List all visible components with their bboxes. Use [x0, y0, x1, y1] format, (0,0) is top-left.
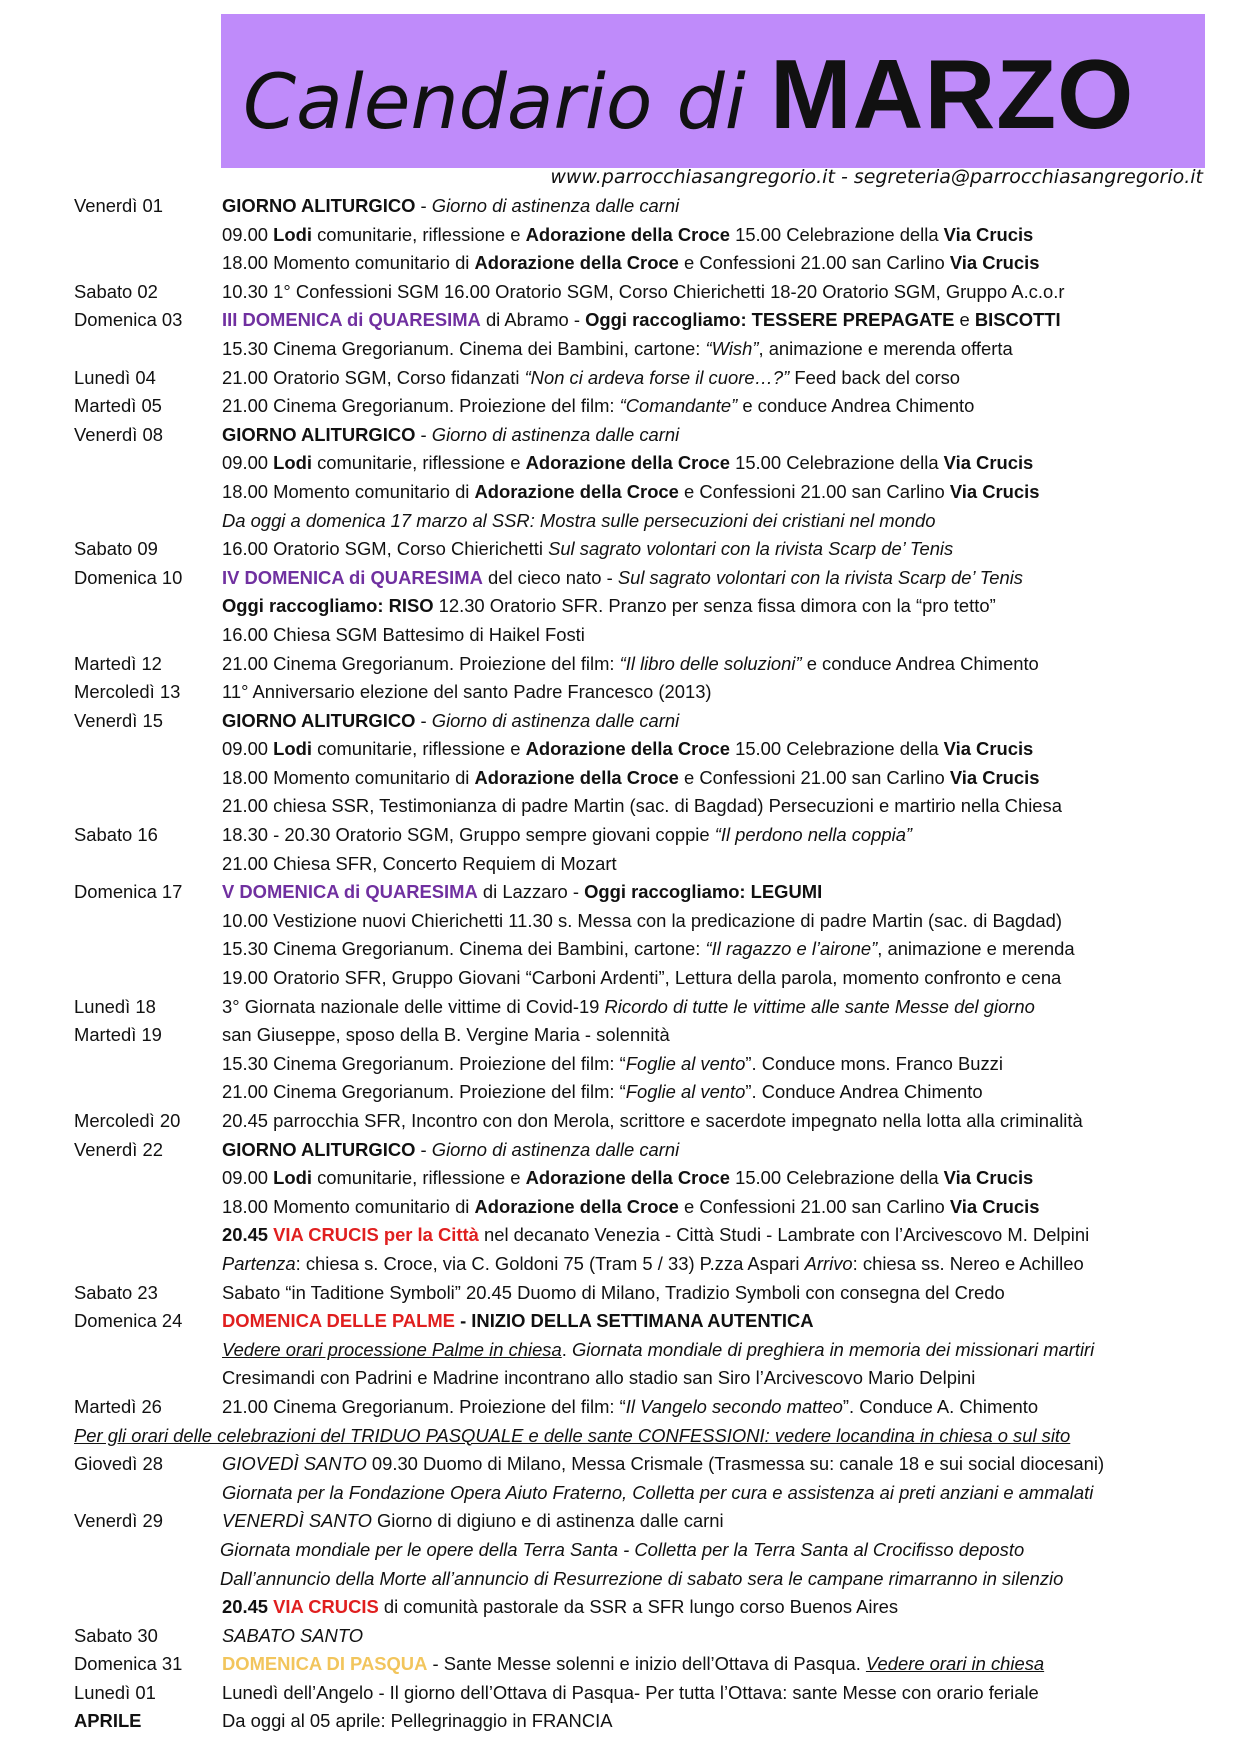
- text-segment: -: [415, 709, 432, 731]
- text-segment: Giornata mondiale per le opere della Terra Santa - Colletta per la Terra Santa al Crocifisso deposto: [220, 1538, 1025, 1560]
- calendar-row: [72, 678, 1232, 707]
- calendar-row: [72, 1221, 1232, 1250]
- row-text: [220, 1565, 1063, 1594]
- text-segment: Lodi: [273, 1167, 312, 1189]
- row-text: [222, 935, 1075, 964]
- calendar-row: [72, 878, 1232, 907]
- row-text: [222, 907, 1062, 936]
- text-segment: Sul sagrato volontari con la rivista Scarp de’ Tenis: [617, 566, 1023, 588]
- row-day: Lunedì 01: [74, 1681, 156, 1703]
- text-segment: 15.00 Celebrazione della: [729, 452, 944, 474]
- row-text: [222, 392, 974, 421]
- row-text: [222, 278, 1064, 307]
- text-segment: Via Crucis: [949, 252, 1040, 274]
- row-text: [222, 735, 1033, 764]
- calendar-row: [72, 392, 1232, 421]
- calendar-row: [72, 1078, 1232, 1107]
- text-segment: Feed back del corso: [789, 366, 961, 388]
- text-segment: ”. Conduce Andrea Chimento: [745, 1081, 983, 1103]
- text-segment: GIORNO ALITURGICO: [222, 1138, 416, 1160]
- text-segment: 19.00 Oratorio SFR, Gruppo Giovani “Carboni Ardenti”, Lettura della parola, momento confronto e cena: [222, 967, 1062, 989]
- text-segment: Giorno di astinenza dalle carni: [431, 423, 680, 445]
- row-text: [220, 1536, 1024, 1565]
- text-segment: -: [415, 195, 432, 216]
- calendar-row: [72, 564, 1232, 593]
- row-text: [222, 249, 1039, 278]
- row-text: [222, 1450, 1104, 1479]
- text-segment: 09.30 Duomo di Milano, Messa Crismale (Trasmessa su: canale 18 e sui social diocesani): [366, 1453, 1105, 1475]
- text-segment: Via Crucis: [943, 223, 1034, 245]
- row-text: [222, 650, 1039, 679]
- text-segment: Adorazione della Croce: [474, 1195, 679, 1217]
- row-text: [222, 478, 1039, 507]
- text-segment: e Confessioni 21.00 san Carlino: [678, 1195, 950, 1217]
- calendar-row: [72, 1679, 1232, 1708]
- text-segment: e conduce Andrea Chimento: [801, 652, 1039, 674]
- triduo-note: Per gli orari delle celebrazioni del TRIDUO PASQUALE e delle sante CONFESSIONI: vedere locandina in chiesa o sul sito: [74, 1424, 1071, 1446]
- text-segment: “Il ragazzo e l’airone”: [705, 938, 878, 960]
- row-text: [222, 1221, 1089, 1250]
- row-text: [222, 592, 996, 621]
- row-text: [222, 1679, 1039, 1708]
- calendar-row: [72, 821, 1232, 850]
- row-text: [222, 1078, 983, 1107]
- text-segment: 11° Anniversario elezione del santo Padre Francesco (2013): [222, 681, 712, 703]
- text-segment: III DOMENICA di QUARESIMA: [222, 309, 481, 331]
- text-segment: V DOMENICA di QUARESIMA: [222, 881, 478, 903]
- text-segment: 18.00 Momento comunitario di: [222, 1195, 475, 1217]
- calendar-row: [72, 1479, 1232, 1508]
- row-text: [222, 221, 1033, 250]
- text-segment: Adorazione della Croce: [474, 252, 679, 274]
- row-day: Lunedì 04: [74, 366, 156, 388]
- text-segment: , animazione e merenda: [877, 938, 1075, 960]
- row-text: [222, 1279, 1005, 1308]
- row-day: Sabato 23: [74, 1281, 158, 1303]
- text-segment: 15.30 Cinema Gregorianum. Proiezione del film: “: [222, 1052, 626, 1074]
- text-segment: “Il perdono nella coppia”: [714, 824, 913, 846]
- text-segment: 09.00: [222, 452, 274, 474]
- calendar-list: [72, 192, 1232, 1736]
- text-segment: 3° Giornata nazionale delle vittime di Covid-19: [222, 995, 605, 1017]
- text-segment: Vedere orari in chiesa: [865, 1653, 1045, 1675]
- row-text: [222, 850, 617, 879]
- text-segment: VIA CRUCIS per la Città: [273, 1224, 479, 1246]
- row-text: [222, 1364, 975, 1393]
- text-segment: 21.00 Cinema Gregorianum. Proiezione del film: “: [222, 1395, 626, 1417]
- text-segment: IV DOMENICA di QUARESIMA: [222, 566, 483, 588]
- row-text: [222, 1250, 1084, 1279]
- row-text: [222, 564, 1023, 593]
- text-segment: : chiesa s. Croce, via C. Goldoni 75 (Tram 5 / 33) P.zza Aspari: [295, 1252, 805, 1274]
- text-segment: Adorazione della Croce: [525, 223, 730, 245]
- text-segment: Via Crucis: [943, 452, 1034, 474]
- calendar-row: [72, 1422, 1232, 1451]
- text-segment: “Comandante”: [619, 395, 738, 417]
- row-day: Sabato 09: [74, 538, 158, 560]
- row-text: [222, 535, 953, 564]
- calendar-row: [72, 1393, 1232, 1422]
- title-month: MARZO: [770, 39, 1135, 149]
- row-text: [222, 1050, 1003, 1079]
- calendar-row: [72, 792, 1232, 821]
- calendar-row: [72, 1336, 1232, 1365]
- row-text: [222, 1650, 1044, 1679]
- row-text: [222, 621, 585, 650]
- row-day: Martedì 26: [74, 1395, 162, 1417]
- title-prefix: Calendario di: [243, 57, 771, 146]
- row-day: Venerdì 22: [74, 1138, 163, 1160]
- calendar-row: [72, 1164, 1232, 1193]
- row-text: [222, 1393, 1038, 1422]
- text-segment: -: [454, 1310, 472, 1332]
- text-segment: 21.00 chiesa SSR, Testimonianza di padre Martin (sac. di Bagdad) Persecuzioni e martirio nella Chiesa: [222, 795, 1062, 817]
- calendar-row: [72, 735, 1232, 764]
- row-text: [222, 878, 822, 907]
- title-banner: [221, 14, 1205, 168]
- row-day: Domenica 10: [74, 566, 183, 588]
- text-segment: di Lazzaro -: [477, 881, 585, 903]
- text-segment: Giorno di astinenza dalle carni: [431, 195, 680, 216]
- text-segment: Arrivo: [804, 1252, 853, 1274]
- row-day: Mercoledì 20: [74, 1110, 181, 1131]
- text-segment: “Il libro delle soluzioni”: [619, 652, 802, 674]
- row-text: [222, 792, 1062, 821]
- calendar-row: [72, 1364, 1232, 1393]
- calendar-row: [72, 1536, 1232, 1565]
- row-day: Sabato 16: [74, 824, 158, 846]
- text-segment: .: [561, 1338, 572, 1360]
- text-segment: Via Crucis: [949, 1195, 1040, 1217]
- text-segment: 15.00 Celebrazione della: [729, 738, 944, 760]
- calendar-row: [72, 1622, 1232, 1651]
- text-segment: Via Crucis: [943, 738, 1034, 760]
- row-text: [222, 192, 679, 221]
- text-segment: GIOVEDÌ SANTO: [222, 1453, 367, 1475]
- text-segment: , animazione e merenda offerta: [758, 337, 1013, 359]
- text-segment: comunitarie, riflessione e: [311, 452, 526, 474]
- row-text: [222, 507, 936, 536]
- calendar-row: [72, 535, 1232, 564]
- text-segment: Sul sagrato volontari con la rivista Scarp de’ Tenis: [548, 538, 954, 560]
- text-segment: Oggi raccogliamo: RISO: [222, 595, 434, 617]
- text-segment: Il Vangelo secondo matteo: [625, 1395, 843, 1417]
- calendar-row: [72, 650, 1232, 679]
- text-segment: 09.00: [222, 738, 274, 760]
- text-segment: Adorazione della Croce: [525, 738, 730, 760]
- row-text: [222, 821, 912, 850]
- row-day: Venerdì 08: [74, 423, 163, 445]
- calendar-row: [72, 1107, 1232, 1136]
- row-day: APRILE: [74, 1710, 142, 1732]
- row-text: [222, 1707, 613, 1736]
- text-segment: Giorno di astinenza dalle carni: [431, 1138, 680, 1160]
- text-segment: Oggi raccogliamo: LEGUMI: [584, 881, 823, 903]
- calendar-row: [72, 421, 1232, 450]
- row-text: [222, 1507, 724, 1536]
- row-text: [222, 707, 679, 736]
- text-segment: 18.00 Momento comunitario di: [222, 252, 475, 274]
- text-segment: Adorazione della Croce: [474, 480, 679, 502]
- text-segment: Via Crucis: [949, 766, 1040, 788]
- text-segment: Vedere orari processione Palme in chiesa: [222, 1338, 562, 1360]
- calendar-row: [72, 1307, 1232, 1336]
- row-day: Domenica 24: [74, 1310, 183, 1332]
- row-text: [222, 1164, 1033, 1193]
- text-segment: del cieco nato -: [482, 566, 618, 588]
- text-segment: 15.30 Cinema Gregorianum. Cinema dei Bambini, cartone:: [222, 337, 706, 359]
- calendar-row: [72, 592, 1232, 621]
- calendar-row: [72, 1707, 1232, 1736]
- text-segment: di comunità pastorale da SSR a SFR lungo corso Buenos Aires: [378, 1596, 899, 1618]
- row-text: [222, 993, 1035, 1022]
- text-segment: SABATO SANTO: [222, 1624, 364, 1646]
- text-segment: 20.45: [222, 1224, 274, 1246]
- text-segment: e Confessioni 21.00 san Carlino: [678, 480, 950, 502]
- calendar-row: [72, 507, 1232, 536]
- calendar-row: [72, 1507, 1232, 1536]
- row-day: Domenica 03: [74, 309, 183, 331]
- text-segment: comunitarie, riflessione e: [311, 738, 526, 760]
- row-day: Martedì 12: [74, 652, 162, 674]
- text-segment: INIZIO DELLA SETTIMANA AUTENTICA: [471, 1310, 814, 1332]
- text-segment: Giornata mondiale di preghiera in memoria dei missionari martiri: [571, 1338, 1095, 1360]
- text-segment: nel decanato Venezia - Città Studi - Lambrate con l’Arcivescovo M. Delpini: [478, 1224, 1090, 1246]
- text-segment: 20.45: [222, 1596, 274, 1618]
- calendar-row: [72, 621, 1232, 650]
- row-text: [222, 964, 1061, 993]
- contact-line: www.parrocchiasangregorio.it - segreteria@parrocchiasangregorio.it: [550, 166, 1203, 188]
- calendar-row: [72, 364, 1232, 393]
- text-segment: e Confessioni 21.00 san Carlino: [678, 252, 950, 274]
- text-segment: Lunedì dell’Angelo - Il giorno dell’Ottava di Pasqua- Per tutta l’Ottava: sante Messe con orario feriale: [222, 1681, 1039, 1703]
- text-segment: 09.00: [222, 1167, 274, 1189]
- text-segment: Foglie al vento: [625, 1081, 746, 1103]
- row-day: Venerdì 29: [74, 1510, 163, 1532]
- text-segment: Cresimandi con Padrini e Madrine incontrano allo stadio san Siro l’Arcivescovo Mario Delpini: [222, 1367, 976, 1389]
- text-segment: VIA CRUCIS: [273, 1596, 379, 1618]
- text-segment: GIORNO ALITURGICO: [222, 423, 416, 445]
- text-segment: Sabato “in Taditione Symboli” 20.45 Duomo di Milano, Tradizio Symboli con consegna del Credo: [222, 1281, 1005, 1303]
- calendar-row: [72, 1050, 1232, 1079]
- text-segment: VENERDÌ SANTO: [222, 1510, 372, 1532]
- text-segment: Ricordo di tutte le vittime alle sante Messe del giorno: [604, 995, 1035, 1017]
- row-text: [222, 1136, 679, 1165]
- row-text: [222, 678, 712, 707]
- row-day: Domenica 17: [74, 881, 183, 903]
- calendar-row: [72, 1021, 1232, 1050]
- text-segment: Foglie al vento: [625, 1052, 746, 1074]
- calendar-row: [72, 249, 1232, 278]
- calendar-row: [72, 764, 1232, 793]
- row-text: [222, 306, 1061, 335]
- text-segment: Oggi raccogliamo: TESSERE PREPAGATE: [585, 309, 955, 331]
- calendar-row: [72, 278, 1232, 307]
- text-segment: comunitarie, riflessione e: [311, 1167, 526, 1189]
- calendar-row: [72, 306, 1232, 335]
- calendar-row: [72, 192, 1232, 221]
- text-segment: 18.00 Momento comunitario di: [222, 766, 475, 788]
- text-segment: 21.00 Chiesa SFR, Concerto Requiem di Mozart: [222, 852, 617, 874]
- text-segment: 10.30 1° Confessioni SGM 16.00 Oratorio SGM, Corso Chierichetti 18-20 Oratorio SGM, Gruppo A.c.o.r: [222, 280, 1065, 302]
- text-segment: DOMENICA DI PASQUA: [222, 1653, 428, 1675]
- row-text: [222, 1307, 814, 1336]
- text-segment: 18.00 Momento comunitario di: [222, 480, 475, 502]
- text-segment: “Non ci ardeva forse il cuore…?”: [524, 366, 790, 388]
- text-segment: -: [415, 423, 432, 445]
- text-segment: 20.45 parrocchia SFR, Incontro con don Merola, scrittore e sacerdote impegnato nella lotta alla criminalità: [222, 1110, 1083, 1131]
- text-segment: Via Crucis: [943, 1167, 1034, 1189]
- text-segment: 18.30 - 20.30 Oratorio SGM, Gruppo sempre giovani coppie: [222, 824, 715, 846]
- text-segment: 16.00 Oratorio SGM, Corso Chierichetti: [222, 538, 549, 560]
- calendar-row: [72, 1250, 1232, 1279]
- text-segment: Dall’annuncio della Morte all’annuncio di Resurrezione di sabato sera le campane rimarranno in silenzio: [220, 1567, 1064, 1589]
- text-segment: 15.30 Cinema Gregorianum. Cinema dei Bambini, cartone:: [222, 938, 706, 960]
- row-day: Martedì 19: [74, 1024, 162, 1046]
- text-segment: Giorno di astinenza dalle carni: [431, 709, 680, 731]
- text-segment: Da oggi al 05 aprile: Pellegrinaggio in FRANCIA: [222, 1710, 613, 1732]
- text-segment: ”. Conduce mons. Franco Buzzi: [745, 1052, 1003, 1074]
- text-segment: 16.00 Chiesa SGM Battesimo di Haikel Fosti: [222, 623, 585, 645]
- text-segment: BISCOTTI: [974, 309, 1061, 331]
- text-segment: e Confessioni 21.00 san Carlino: [678, 766, 950, 788]
- page-title: [243, 38, 1134, 151]
- row-text: [222, 421, 679, 450]
- text-segment: 10.00 Vestizione nuovi Chierichetti 11.30 s. Messa con la predicazione di padre Martin (sac. di Bagdad): [222, 909, 1062, 931]
- calendar-row: [72, 935, 1232, 964]
- row-day: Domenica 31: [74, 1653, 183, 1675]
- row-text: [222, 449, 1033, 478]
- calendar-row: [72, 707, 1232, 736]
- row-day: Mercoledì 13: [74, 681, 181, 703]
- calendar-row: [72, 1650, 1232, 1679]
- text-segment: -: [415, 1138, 432, 1160]
- row-text: [222, 1622, 363, 1651]
- text-segment: 15.00 Celebrazione della: [729, 1167, 944, 1189]
- calendar-row: [72, 478, 1232, 507]
- calendar-row: [72, 993, 1232, 1022]
- calendar-row: [72, 1450, 1232, 1479]
- row-text: [222, 764, 1039, 793]
- row-day: Venerdì 15: [74, 709, 163, 731]
- calendar-row: [72, 850, 1232, 879]
- text-segment: DOMENICA DELLE PALME: [222, 1310, 455, 1332]
- text-segment: 12.30 Oratorio SFR. Pranzo per senza fissa dimora con la “pro tetto”: [433, 595, 996, 617]
- row-day: Sabato 30: [74, 1624, 158, 1646]
- row-text: [222, 1193, 1039, 1222]
- calendar-row: [72, 221, 1232, 250]
- text-segment: comunitarie, riflessione e: [311, 223, 526, 245]
- text-segment: Adorazione della Croce: [525, 452, 730, 474]
- text-segment: e: [954, 309, 975, 331]
- text-segment: 21.00 Cinema Gregorianum. Proiezione del film: “: [222, 1081, 626, 1103]
- row-text: [222, 1593, 898, 1622]
- text-segment: Lodi: [273, 738, 312, 760]
- row-text: [222, 1107, 1083, 1136]
- text-segment: san Giuseppe, sposo della B. Vergine Maria - solennità: [222, 1024, 670, 1046]
- text-segment: di Abramo -: [480, 309, 586, 331]
- text-segment: GIORNO ALITURGICO: [222, 709, 416, 731]
- text-segment: Partenza: [222, 1252, 296, 1274]
- text-segment: Lodi: [273, 452, 312, 474]
- calendar-row: [72, 1565, 1232, 1594]
- calendar-row: [72, 1193, 1232, 1222]
- text-segment: 21.00 Cinema Gregorianum. Proiezione del film:: [222, 652, 620, 674]
- text-segment: 21.00 Cinema Gregorianum. Proiezione del film:: [222, 395, 620, 417]
- text-segment: Giornata per la Fondazione Opera Aiuto Fraterno, Colletta per cura e assistenza ai preti anziani e ammalati: [222, 1481, 1094, 1503]
- row-text: [222, 1336, 1094, 1365]
- text-segment: 15.00 Celebrazione della: [729, 223, 944, 245]
- row-day: Sabato 02: [74, 280, 158, 302]
- row-text: [222, 335, 1013, 364]
- calendar-row: [72, 1279, 1232, 1308]
- row-day: Venerdì 01: [74, 195, 163, 216]
- calendar-row: [72, 335, 1232, 364]
- text-segment: Giorno di digiuno e di astinenza dalle carni: [371, 1510, 724, 1532]
- text-segment: ”. Conduce A. Chimento: [842, 1395, 1039, 1417]
- text-segment: GIORNO ALITURGICO: [222, 195, 416, 216]
- text-segment: “Wish”: [705, 337, 759, 359]
- text-segment: Da oggi a domenica 17 marzo al SSR: Mostra sulle persecuzioni dei cristiani nel mondo: [222, 509, 936, 531]
- calendar-row: [72, 964, 1232, 993]
- text-segment: : chiesa ss. Nereo e Achilleo: [852, 1252, 1084, 1274]
- text-segment: Lodi: [273, 223, 312, 245]
- text-segment: Via Crucis: [949, 480, 1040, 502]
- text-segment: Adorazione della Croce: [474, 766, 679, 788]
- row-day: Giovedì 28: [74, 1453, 163, 1475]
- row-text: [222, 1021, 670, 1050]
- row-day: Martedì 05: [74, 395, 162, 417]
- row-day: Lunedì 18: [74, 995, 156, 1017]
- text-segment: 09.00: [222, 223, 274, 245]
- text-segment: Adorazione della Croce: [525, 1167, 730, 1189]
- row-text: [222, 1479, 1093, 1508]
- row-text: [222, 364, 960, 393]
- calendar-row: [72, 1136, 1232, 1165]
- calendar-row: [72, 907, 1232, 936]
- text-segment: 21.00 Oratorio SGM, Corso fidanzati: [222, 366, 525, 388]
- text-segment: - Sante Messe solenni e inizio dell’Ottava di Pasqua.: [427, 1653, 866, 1675]
- calendar-row: [72, 1593, 1232, 1622]
- text-segment: e conduce Andrea Chimento: [737, 395, 975, 417]
- calendar-row: [72, 449, 1232, 478]
